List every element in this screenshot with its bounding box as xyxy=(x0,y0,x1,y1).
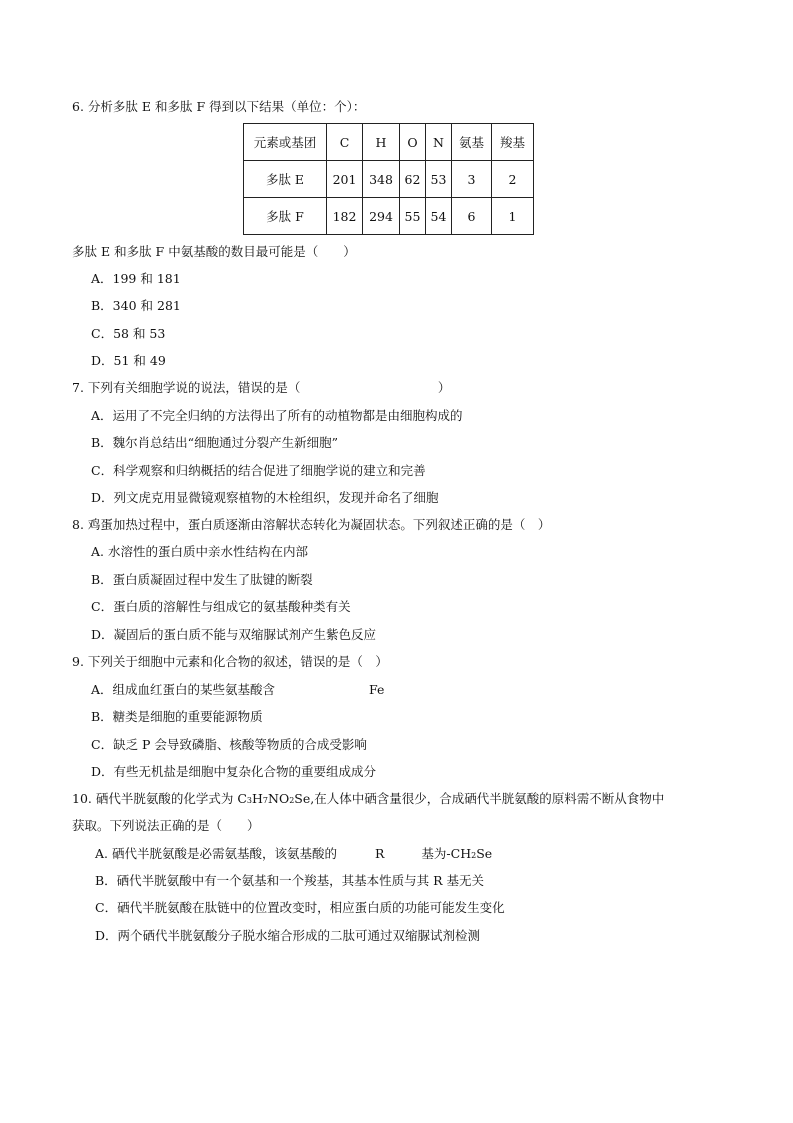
table-header-cell: 羧基 xyxy=(492,124,534,161)
formula-part: NO xyxy=(268,791,290,806)
q9-option-a xyxy=(91,680,384,698)
table-header-cell: N xyxy=(426,124,452,161)
r-group-label: R xyxy=(374,846,385,861)
q10-option-d: D．两个硒代半胱氨酸分子脱水缩合形成的二肽可通过双缩脲试剂检测 xyxy=(95,928,481,943)
q7-option-b: B．魏尔肖总结出“细胞通过分裂产生新细胞” xyxy=(91,435,338,450)
q10-option-a-text: A. 硒代半胱氨酸是必需氨基酸，该氨基酸的 xyxy=(95,846,337,861)
element-table xyxy=(243,123,534,235)
table-cell: 182 xyxy=(327,198,363,235)
table-header-cell: 元素或基团 xyxy=(244,124,327,161)
q6-option-a: A．199 和 181 xyxy=(91,271,181,286)
table-cell: 6 xyxy=(452,198,492,235)
q7-option-d: D．列文虎克用显微镜观察植物的木栓组织，发现并命名了细胞 xyxy=(91,490,439,505)
q6-option-b: B．340 和 281 xyxy=(91,298,181,313)
table-header-cell: H xyxy=(363,124,400,161)
q10-option-a-formula-end: Se xyxy=(476,846,493,861)
table-row xyxy=(244,161,534,198)
q7-stem: 7. 下列有关细胞学说的说法，错误的是（ ） xyxy=(72,380,451,395)
table-cell: 3 xyxy=(452,161,492,198)
q9-option-a-text: A．组成血红蛋白的某些氨基酸含 xyxy=(91,682,276,697)
q8-option-b: B．蛋白质凝固过程中发生了肽键的断裂 xyxy=(91,572,313,587)
table-cell: 2 xyxy=(492,161,534,198)
table-cell: 53 xyxy=(426,161,452,198)
table-header-cell: C xyxy=(327,124,363,161)
q8-option-d: D．凝固后的蛋白质不能与双缩脲试剂产生紫色反应 xyxy=(91,627,377,642)
q10-option-a-formula: 基为-CH xyxy=(421,846,472,861)
table-header-row xyxy=(244,124,534,161)
q10-stem-line2: 获取。下列说法正确的是（ ） xyxy=(72,818,260,833)
table-cell: 201 xyxy=(327,161,363,198)
formula-subscript: 7 xyxy=(262,796,268,805)
q10-stem-start: 10. 硒代半胱氨酸的化学式为 C xyxy=(72,791,247,806)
table-cell: 294 xyxy=(363,198,400,235)
q7-option-c: C．科学观察和归纳概括的结合促进了细胞学说的建立和完善 xyxy=(91,463,426,478)
q6-option-d: D．51 和 49 xyxy=(91,353,166,368)
table-row xyxy=(244,198,534,235)
q6-stem: 6. 分析多肽 E 和多肽 F 得到以下结果（单位：个）： xyxy=(72,99,366,114)
q9-option-b: B．糖类是细胞的重要能源物质 xyxy=(91,709,263,724)
q9-option-d: D．有些无机盐是细胞中复杂化合物的重要组成成分 xyxy=(91,764,377,779)
q8-option-c: C．蛋白质的溶解性与组成它的氨基酸种类有关 xyxy=(91,599,351,614)
table-cell: 55 xyxy=(400,198,426,235)
formula-subscript: 2 xyxy=(471,851,477,860)
q9-option-c: C．缺乏 P 会导致磷脂、核酸等物质的合成受影响 xyxy=(91,737,367,752)
q8-stem: 8. 鸡蛋加热过程中，蛋白质逐渐由溶解状态转化为凝固状态。下列叙述正确的是（ ） xyxy=(72,517,551,532)
table-cell: 1 xyxy=(492,198,534,235)
table-cell: 348 xyxy=(363,161,400,198)
table-cell: 多肽 F xyxy=(244,198,327,235)
table-header-cell: O xyxy=(400,124,426,161)
q9-stem: 9. 下列关于细胞中元素和化合物的叙述，错误的是（ ） xyxy=(72,654,388,669)
q6-question: 多肽 E 和多肽 F 中氨基酸的数目最可能是（ ） xyxy=(72,244,356,259)
q7-option-a: A．运用了不完全归纳的方法得出了所有的动植物都是由细胞构成的 xyxy=(91,408,463,423)
formula-subscript: 2 xyxy=(289,796,295,805)
table-cell: 62 xyxy=(400,161,426,198)
q10-stem-end: Se,在人体中硒含量很少，合成硒代半胱氨酸的原料需不断从食物中 xyxy=(294,791,665,806)
table-cell: 54 xyxy=(426,198,452,235)
q10-option-b: B．硒代半胱氨酸中有一个氨基和一个羧基，其基本性质与其 R 基无关 xyxy=(95,873,485,888)
q9-option-a-element: Fe xyxy=(369,682,385,697)
q10-option-c: C．硒代半胱氨酸在肽链中的位置改变时，相应蛋白质的功能可能发生变化 xyxy=(95,900,505,915)
q10-stem xyxy=(72,789,664,807)
table-header-cell: 氨基 xyxy=(452,124,492,161)
q8-option-a: A. 水溶性的蛋白质中亲水性结构在内部 xyxy=(91,544,308,559)
q10-option-a xyxy=(95,844,492,862)
formula-part: H xyxy=(252,791,263,806)
formula-subscript: 3 xyxy=(246,796,252,805)
table-cell: 多肽 E xyxy=(244,161,327,198)
q6-option-c: C．58 和 53 xyxy=(91,326,166,341)
